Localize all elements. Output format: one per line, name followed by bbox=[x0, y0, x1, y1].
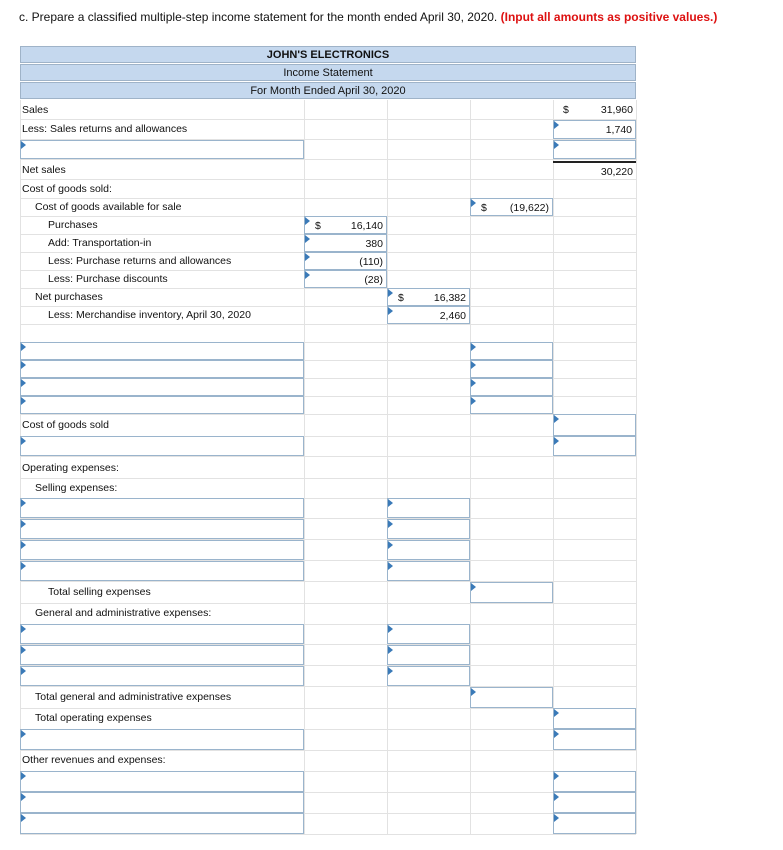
amount-c-row-21[interactable] bbox=[387, 498, 470, 518]
currency-symbol: $ bbox=[563, 104, 569, 116]
amount-c-net-purchases[interactable]: 16,382 $ bbox=[387, 288, 470, 306]
amount-d-row-16[interactable] bbox=[470, 396, 553, 414]
label-total-ga: Total general and administrative expenses bbox=[35, 691, 232, 703]
instructions bbox=[19, 10, 717, 24]
label-total-opex: Total operating expenses bbox=[35, 712, 152, 724]
label-input-row-16[interactable] bbox=[20, 396, 304, 414]
label-input-row-35[interactable] bbox=[20, 792, 304, 813]
label-net-sales: Net sales bbox=[22, 164, 66, 176]
label-cogs-header: Cost of goods sold: bbox=[22, 183, 112, 195]
instruction-highlight: (Input all amounts as positive values.) bbox=[500, 10, 718, 24]
label-input-row-28[interactable] bbox=[20, 645, 304, 665]
label-ga: General and administrative expenses: bbox=[35, 607, 212, 619]
label-input-row-29[interactable] bbox=[20, 666, 304, 686]
label-input-row-15[interactable] bbox=[20, 378, 304, 396]
label-input-row-23[interactable] bbox=[20, 540, 304, 560]
amount-e-row-34[interactable] bbox=[553, 771, 636, 792]
statement-period: For Month Ended April 30, 2020 bbox=[20, 82, 636, 99]
label-cogs: Cost of goods sold bbox=[22, 419, 109, 431]
currency-symbol: $ bbox=[315, 220, 321, 232]
label-merch-inventory: Less: Merchandise inventory, April 30, 2020 bbox=[48, 309, 251, 321]
label-transportation: Add: Transportation-in bbox=[48, 237, 152, 249]
row-divider bbox=[20, 456, 636, 457]
amount-e-net-sales[interactable]: 30,220 bbox=[553, 161, 636, 179]
label-input-row-14[interactable] bbox=[20, 360, 304, 378]
amount-c-row-27[interactable] bbox=[387, 624, 470, 644]
amount-d-row-25[interactable] bbox=[470, 582, 553, 603]
amount-d-cogs-available[interactable]: (19,622) $ bbox=[470, 198, 553, 216]
row-divider bbox=[20, 159, 636, 160]
amount-e-row-31[interactable] bbox=[553, 708, 636, 729]
column-divider bbox=[304, 100, 305, 834]
amount-d-row-30[interactable] bbox=[470, 687, 553, 708]
amount-c-row-28[interactable] bbox=[387, 645, 470, 665]
amount-b-purchases[interactable]: 16,140 $ bbox=[304, 216, 387, 234]
label-input-row-13[interactable] bbox=[20, 342, 304, 360]
label-selling: Selling expenses: bbox=[35, 482, 118, 494]
label-input-row-36[interactable] bbox=[20, 813, 304, 834]
label-input-row-2[interactable] bbox=[20, 140, 304, 159]
amount-c-row-24[interactable] bbox=[387, 561, 470, 581]
company-name: JOHN'S ELECTRONICS bbox=[20, 46, 636, 63]
statement-title: Income Statement bbox=[20, 64, 636, 81]
label-input-row-22[interactable] bbox=[20, 519, 304, 539]
label-input-row-32[interactable] bbox=[20, 729, 304, 750]
label-total-selling: Total selling expenses bbox=[48, 586, 151, 598]
amount-d-row-15[interactable] bbox=[470, 378, 553, 396]
label-purchase-returns: Less: Purchase returns and allowances bbox=[48, 255, 232, 267]
label-input-row-34[interactable] bbox=[20, 771, 304, 792]
label-sales: Sales bbox=[22, 104, 49, 116]
amount-e-row-35[interactable] bbox=[553, 792, 636, 813]
row-divider bbox=[20, 834, 636, 835]
amount-d-row-13[interactable] bbox=[470, 342, 553, 360]
label-input-row-24[interactable] bbox=[20, 561, 304, 581]
currency-symbol: $ bbox=[398, 292, 404, 304]
label-input-row-21[interactable] bbox=[20, 498, 304, 518]
currency-symbol: $ bbox=[481, 202, 487, 214]
label-purchases: Purchases bbox=[48, 219, 98, 231]
amount-e-row-18[interactable] bbox=[553, 436, 636, 456]
amount-b-transportation[interactable]: 380 bbox=[304, 234, 387, 252]
column-divider bbox=[636, 100, 637, 834]
label-net-purchases: Net purchases bbox=[35, 291, 103, 303]
amount-c-row-29[interactable] bbox=[387, 666, 470, 686]
label-opex: Operating expenses: bbox=[22, 462, 119, 474]
instruction-text: c. Prepare a classified multiple-step income statement for the month ended April 30, 2020. bbox=[19, 10, 498, 24]
label-input-row-12 bbox=[20, 324, 304, 342]
label-input-row-18[interactable] bbox=[20, 436, 304, 456]
amount-c-row-23[interactable] bbox=[387, 540, 470, 560]
label-less-returns: Less: Sales returns and allowances bbox=[22, 123, 188, 135]
amount-e-sales[interactable]: 31,960 $ bbox=[553, 101, 636, 119]
amount-e-less-returns[interactable]: 1,740 bbox=[553, 120, 636, 139]
label-cogs-available: Cost of goods available for sale bbox=[35, 201, 182, 213]
label-purchase-discounts: Less: Purchase discounts bbox=[48, 273, 168, 285]
amount-d-row-14[interactable] bbox=[470, 360, 553, 378]
amount-e-row-36[interactable] bbox=[553, 813, 636, 834]
amount-c-row-22[interactable] bbox=[387, 519, 470, 539]
label-input-row-27[interactable] bbox=[20, 624, 304, 644]
amount-e-row-32[interactable] bbox=[553, 729, 636, 750]
label-other: Other revenues and expenses: bbox=[22, 754, 166, 766]
column-divider bbox=[387, 100, 388, 834]
amount-e-row-2[interactable] bbox=[553, 140, 636, 159]
amount-b-purchase-returns[interactable]: (110) bbox=[304, 252, 387, 270]
amount-c-merch-inventory[interactable]: 2,460 bbox=[387, 306, 470, 324]
amount-b-purchase-discounts[interactable]: (28) bbox=[304, 270, 387, 288]
amount-e-row-17[interactable] bbox=[553, 414, 636, 436]
